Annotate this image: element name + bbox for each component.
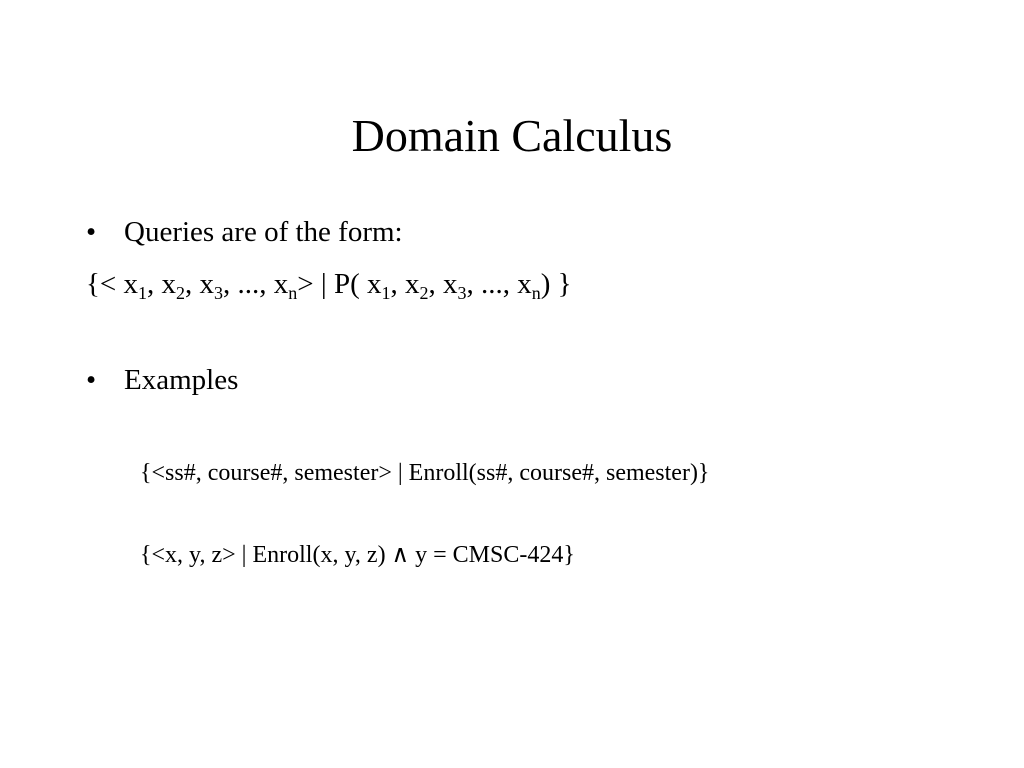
bullet-icon: • [86,364,97,396]
query-form-formula: {< $x_1$, $x_2$, $x_3$, ..., $x_n>$ | P( $x_1$, $x_2$, $x_3$, ..., $x_n$) } [86,268,572,303]
slide-title: Domain Calculus [351,110,673,161]
bullet-queries [86,214,403,250]
example-enroll-cmsc424: {<x, y, z> | Enroll(x, y, z) ∧ y = CMSC-424} [140,542,575,568]
bullet-icon: • [86,216,97,248]
example-enroll-all: {<ss#, course#, semester> | Enroll(ss#, course#, semester)} [140,460,710,486]
bullet-examples [86,362,238,398]
bullet-examples-text: Examples [124,364,239,396]
bullet-queries-text: Queries are of the form: [124,216,403,248]
